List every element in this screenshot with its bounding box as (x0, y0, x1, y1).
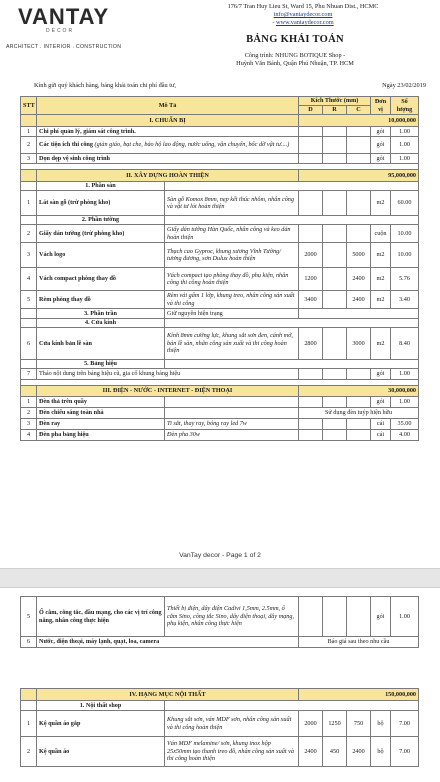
section-row (21, 689, 419, 701)
company-website[interactable]: www.vantaydecor.com (276, 19, 334, 27)
row-qty: 7.00 (391, 737, 419, 767)
row-stt: 3 (21, 243, 37, 268)
row-qty: 5.76 (391, 268, 419, 291)
row-d: 2400 (299, 737, 323, 767)
col-r: R (323, 106, 347, 115)
table-row (21, 243, 419, 268)
row-stt: 5 (21, 291, 37, 309)
row-stt: 4 (21, 430, 37, 441)
row-d: 2800 (299, 328, 323, 360)
table-row (21, 637, 419, 648)
row-name: Ổ cắm, công tắc, đầu mạng, cho các vị trí công năng, nhân công thực hiện (37, 597, 165, 637)
row-stt: 2 (21, 137, 37, 154)
row-c: 750 (347, 711, 371, 737)
row-name-cell (37, 137, 299, 154)
row-qty: 7.00 (391, 711, 419, 737)
row-name: Vách logo (37, 243, 165, 268)
section-total: 10,000,000 (299, 115, 419, 127)
row-c: 2400 (347, 737, 371, 767)
row-unit: gói (371, 154, 391, 164)
row-qty: 35.00 (391, 419, 419, 430)
row-stt: 3 (21, 154, 37, 164)
row-qty: 1.00 (391, 369, 419, 380)
company-web-line (172, 19, 434, 27)
row-name: Các tiện ích thi công (39, 141, 93, 149)
row-desc: Ván MDF melamine/ sơn, khung inox hộp 25x50mm tạo thanh treo đồ, nhân công sản xuất và thi công hoàn thiện (165, 737, 299, 767)
row-note: Sử dụng đèn tuýp hiện hữu (299, 408, 419, 419)
row-name: Đèn ray (37, 419, 165, 430)
table-row (21, 268, 419, 291)
row-unit: m2 (371, 268, 391, 291)
row-qty: 3.40 (391, 291, 419, 309)
row-desc: Kính 8mm cường lực, khung sắt sơn đen, cánh mở, bản lề sàn, nhân công sản xuất và thi công hoàn thiện (165, 328, 299, 360)
subsection-title: 2. Phần tường (37, 216, 165, 225)
row-qty: 4.00 (391, 430, 419, 441)
row-desc: Ti sắt, thay ray, bóng ray led 7w (165, 419, 299, 430)
row-unit: m2 (371, 291, 391, 309)
row-unit: m2 (371, 328, 391, 360)
row-name: Nước, điện thoại, máy lạnh, quạt, loa, camera (37, 637, 299, 648)
row-d: 1200 (299, 268, 323, 291)
row-unit: cái (371, 419, 391, 430)
company-address: 176/7 Tran Huy Lieu St, Ward 15, Phu Nhuan Dist., HCMC (227, 3, 379, 10)
row-d: 2000 (299, 243, 323, 268)
company-logo (6, 4, 126, 54)
table-row (21, 225, 419, 243)
greeting-text: Kính gửi quý khách hàng, bảng khái toán chi phí đầu tư, (34, 82, 177, 89)
table-row (21, 291, 419, 309)
table-row (21, 369, 419, 380)
row-desc: Giấy dán tường Hàn Quốc, nhân công và keo dán hoàn thiện (165, 225, 299, 243)
subsection-title: 5. Bảng hiệu (37, 360, 165, 369)
document-title: BẢNG KHÁI TOÁN (246, 34, 344, 45)
estimate-table (20, 96, 419, 441)
row-stt: 7 (21, 369, 37, 380)
row-stt: 6 (21, 637, 37, 648)
col-kich-thuoc: Kích Thước (mm) (299, 97, 371, 106)
section-title: I. CHUẨN BỊ (37, 115, 299, 127)
row-unit: gói (371, 597, 391, 637)
company-contact (172, 3, 434, 28)
row-name: Đèn pha bảng hiệu (37, 430, 165, 441)
row-note: Báo giá sau theo nhu cầu (299, 637, 419, 648)
subsection-title: 3. Phần trần (37, 309, 165, 319)
row-qty: 1.00 (391, 127, 419, 137)
row-name: Rèm phòng thay đồ (37, 291, 165, 309)
col-mo-ta: Mô Tả (37, 97, 299, 115)
row-name: Lát sàn gỗ (trừ phòng kho) (37, 191, 165, 216)
row-stt: 6 (21, 328, 37, 360)
table-row (21, 419, 419, 430)
table-row (21, 737, 419, 767)
row-unit: gói (371, 369, 391, 380)
row-c: 3000 (347, 328, 371, 360)
project-address: Huỳnh Văn Bánh, Quận Phú Nhuận, TP. HCM (236, 60, 354, 68)
row-unit: m2 (371, 191, 391, 216)
row-qty: 1.00 (391, 154, 419, 164)
row-desc: Thạch cao Gyproc, khung xương Vĩnh Tường/ tương đương, sơn Dulux hoàn thiện (165, 243, 299, 268)
row-name: Đèn thả trên quầy (37, 397, 165, 408)
row-stt: 2 (21, 408, 37, 419)
col-c: C (347, 106, 371, 115)
table-row (21, 711, 419, 737)
subsection-row (21, 309, 419, 319)
subsection-row (21, 701, 419, 711)
subsection-title: 1. Nội thất shop (37, 701, 165, 711)
row-stt: 2 (21, 225, 37, 243)
row-name: Vách compact phòng thay đồ (37, 268, 165, 291)
table-row (21, 328, 419, 360)
estimate-table-continued (20, 596, 419, 648)
row-name-note: (giàn giáo, bạt che, bảo hộ lao động, nước uống, vận chuyển, bốc dỡ vật tư....) (92, 141, 290, 149)
row-qty: 10.00 (391, 225, 419, 243)
row-d: 3400 (299, 291, 323, 309)
table-row (21, 154, 419, 164)
row-c: 5000 (347, 243, 371, 268)
row-unit: cái (371, 430, 391, 441)
contact-separator: - (272, 19, 276, 27)
row-name: Kệ quần áo (37, 737, 165, 767)
subsection-title: 1. Phần sàn (37, 182, 165, 191)
row-qty: 1.00 (391, 137, 419, 154)
row-stt: 3 (21, 419, 37, 430)
col-d: D (299, 106, 323, 115)
row-qty: 1.00 (391, 397, 419, 408)
estimate-table-section-iv (20, 688, 419, 767)
section-total: 150,000,000 (299, 689, 419, 701)
table-row (21, 408, 419, 419)
project-name: Công trình: NHUNG BOTIQUE Shop - (244, 52, 346, 59)
row-stt: 1 (21, 127, 37, 137)
section-row (21, 170, 419, 182)
row-unit: gói (371, 137, 391, 154)
row-name: Giấy dán tường (trừ phòng kho) (37, 225, 165, 243)
row-c: 2400 (347, 291, 371, 309)
table-header-row (21, 97, 419, 106)
row-desc: Giữ nguyên hiện trạng (165, 309, 299, 319)
subsection-row (21, 216, 419, 225)
table-row (21, 597, 419, 637)
table-row (21, 127, 419, 137)
col-stt: STT (21, 97, 37, 115)
row-unit: cuộn (371, 225, 391, 243)
row-name: Cửa kính bản lề sàn (37, 328, 165, 360)
project-info (150, 52, 440, 68)
subsection-row (21, 182, 419, 191)
logo-wordmark: VANTAY (18, 4, 110, 29)
row-stt: 1 (21, 711, 37, 737)
row-qty: 10.00 (391, 243, 419, 268)
section-title: III. ĐIỆN - NƯỚC - INTERNET - ĐIỆN THOẠI (37, 386, 299, 397)
row-stt: 5 (21, 597, 37, 637)
section-total: 30,000,000 (299, 386, 419, 397)
subsection-title: 4. Cửa kính (37, 319, 165, 328)
row-stt: 1 (21, 191, 37, 216)
row-desc: Thiết bị điện, dây điện Cadivi 1,5mm, 2.5mm, ổ cắm Sino, công tắc Sino, dây điện thoại, dây mạng, phụ kiện, nhân công thực hiện (165, 597, 299, 637)
row-unit: bộ (371, 711, 391, 737)
col-so-luong: Số lượng (391, 97, 419, 115)
row-desc: Khung sắt sơn, ván MDF sơn, nhân công sản xuất và thi công hoàn thiện (165, 711, 299, 737)
document-date: Ngày 23/02/2019 (382, 82, 426, 89)
row-unit: bộ (371, 737, 391, 767)
row-desc: Sàn gỗ Komox 8mm, nẹp kết thúc nhôm, nhân công và vật tư lót hoàn thiện (165, 191, 299, 216)
subsection-row (21, 319, 419, 328)
row-name: Chi phí quản lý, giám sát công trình. (37, 127, 299, 137)
table-row (21, 137, 419, 154)
company-email[interactable]: info@vantaydecor.com (273, 11, 333, 19)
page-2 (0, 588, 440, 782)
row-qty: 8.40 (391, 328, 419, 360)
table-row (21, 397, 419, 408)
row-stt: 4 (21, 268, 37, 291)
logo-subtitle: DECOR (46, 28, 75, 34)
section-title: IV. HẠNG MỤC NỘI THẤT (37, 689, 299, 701)
row-unit: gói (371, 397, 391, 408)
row-d: 2000 (299, 711, 323, 737)
section-total: 95,000,000 (299, 170, 419, 182)
subsection-row (21, 360, 419, 369)
table-row (21, 191, 419, 216)
row-unit: gói (371, 127, 391, 137)
section-row (21, 115, 419, 127)
row-qty: 1.00 (391, 597, 419, 637)
row-name: Tháo nội dung trên bảng hiệu cũ, gia cố khung bảng hiệu (37, 369, 299, 380)
row-desc: Đèn pha 30w (165, 430, 299, 441)
row-qty: 60.00 (391, 191, 419, 216)
logo-tagline: ARCHITECT . INTERIOR . CONSTRUCTION (6, 44, 122, 50)
row-name: Kệ quần áo gắp (37, 711, 165, 737)
section-row (21, 386, 419, 397)
row-name: Dọn dẹp vệ sinh công trình (37, 154, 299, 164)
row-stt: 1 (21, 397, 37, 408)
row-name: Đèn chiếu sáng toàn nhà (37, 408, 165, 419)
col-don-vi: Đơn vị (371, 97, 391, 115)
row-stt: 2 (21, 737, 37, 767)
row-r: 1250 (323, 711, 347, 737)
row-desc: Rèm vải gấm 1 lớp, khung treo, nhân công sản xuất và thi công (165, 291, 299, 309)
page-footer: VanTay decor - Page 1 of 2 (179, 552, 261, 559)
row-unit: m2 (371, 243, 391, 268)
row-r: 450 (323, 737, 347, 767)
section-title: II. XÂY DỰNG HOÀN THIỆN (37, 170, 299, 182)
row-desc: Vách compact tạo phòng thay đồ, phụ kiện, nhân công thi công hoàn thiện (165, 268, 299, 291)
table-row (21, 430, 419, 441)
row-c: 2400 (347, 268, 371, 291)
page-break (0, 568, 440, 588)
